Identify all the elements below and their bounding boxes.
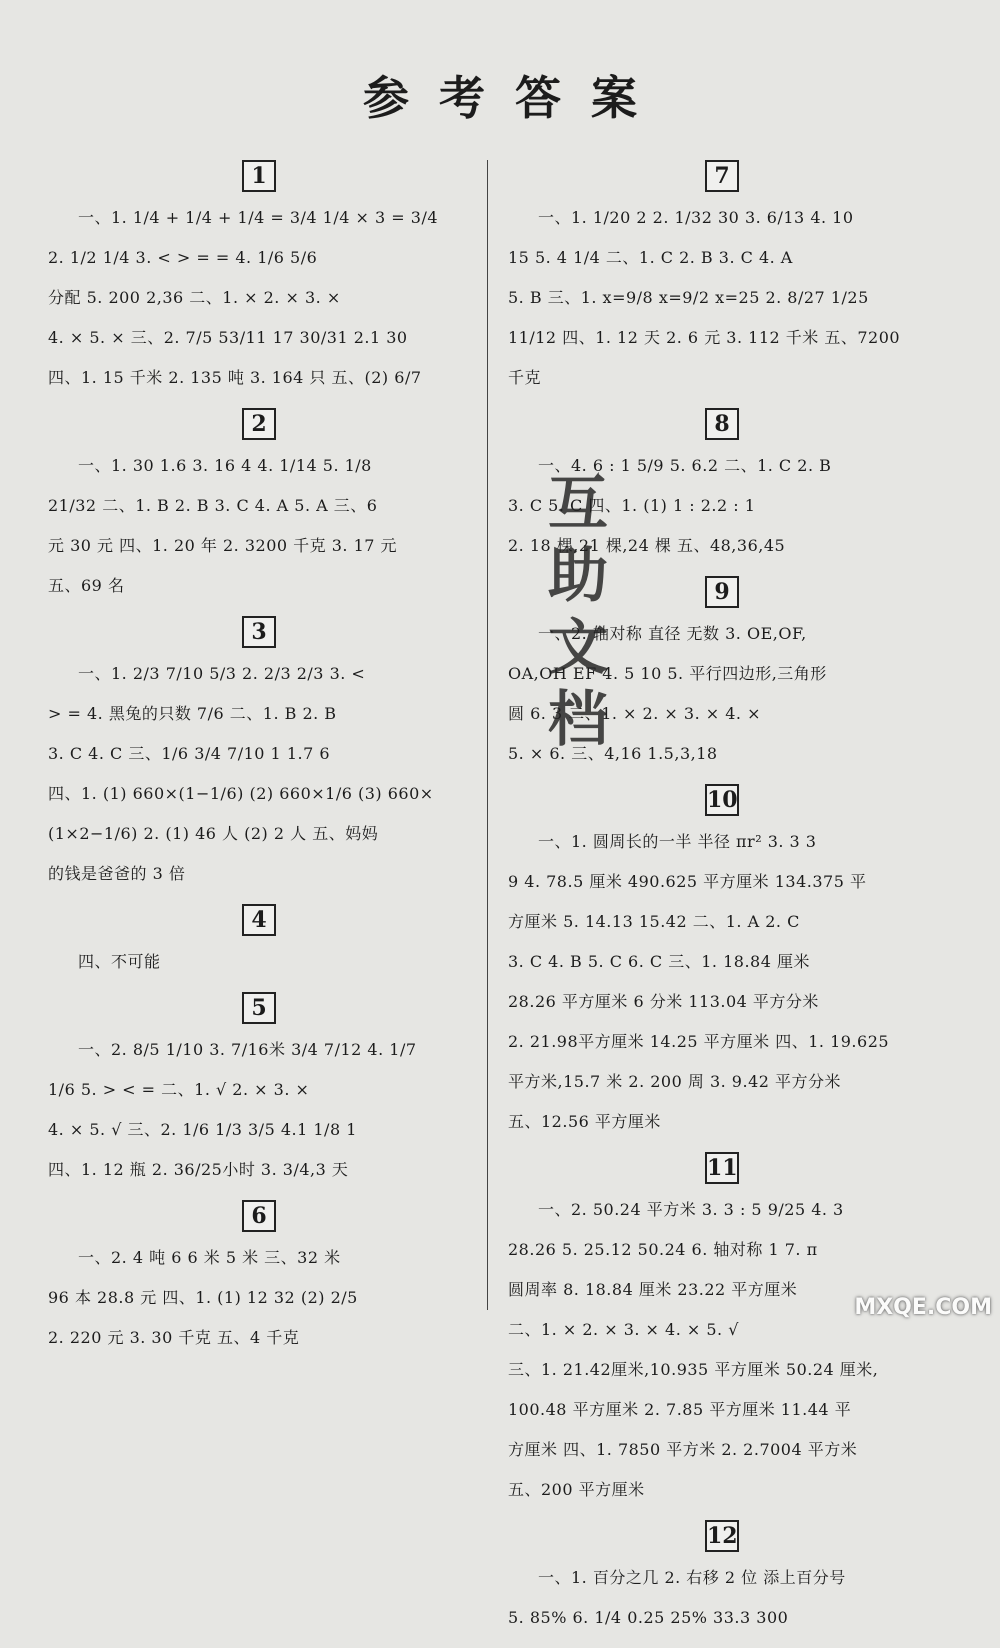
answer-line: 一、1. 1/4 + 1/4 + 1/4 = 3/4 1/4 × 3 = 3/4 <box>78 208 439 227</box>
answer-line: 一、2. 50.24 平方米 3. 3 : 5 9/25 4. 3 <box>538 1200 844 1219</box>
answer-line: 11/12 四、1. 12 天 2. 6 元 3. 112 千米 五、7200 <box>508 328 901 347</box>
answer-line: 2. 220 元 3. 30 千克 五、4 千克 <box>48 1328 300 1347</box>
answer-line: 四、1. 15 千米 2. 135 吨 3. 164 只 五、(2) 6/7 <box>48 368 422 387</box>
answer-line: 三、1. 21.42厘米,10.935 平方厘米 50.24 厘米, <box>508 1360 879 1379</box>
answer-section <box>48 160 470 398</box>
answer-section <box>48 616 470 894</box>
answer-line: 21/32 二、1. B 2. B 3. C 4. A 5. A 三、6 <box>48 496 378 515</box>
answer-line: 一、2. 4 吨 6 6 米 5 米 三、32 米 <box>78 1248 341 1267</box>
page-title: 参考答案 <box>363 71 667 125</box>
answer-line: 方厘米 5. 14.13 15.42 二、1. A 2. C <box>508 912 800 931</box>
answer-line: 元 30 元 四、1. 20 年 2. 3200 千克 3. 17 元 <box>48 536 398 555</box>
answer-line: 千克 <box>508 368 542 387</box>
answer-line: 28.26 5. 25.12 50.24 6. 轴对称 1 7. π <box>508 1240 818 1259</box>
section-number: 12 <box>705 1520 739 1552</box>
answer-line: 1/6 5. > < = 二、1. √ 2. × 3. × <box>48 1080 310 1099</box>
left-column <box>48 160 470 1368</box>
answer-line: 28.26 平方厘米 6 分米 113.04 平方分米 <box>508 992 819 1011</box>
answer-line: 五、12.56 平方厘米 <box>508 1112 661 1131</box>
answer-section <box>48 408 470 606</box>
answer-line: 一、2. 轴对称 直径 无数 3. OE,OF, <box>538 624 807 643</box>
answer-line: 一、2. 8/5 1/10 3. 7/16米 3/4 7/12 4. 1/7 <box>78 1040 417 1059</box>
answer-line: 15 5. 4 1/4 二、1. C 2. B 3. C 4. A <box>508 248 793 267</box>
answer-line: 5. × 6. 三、4,16 1.5,3,18 <box>508 744 718 763</box>
answer-line: 100.48 平方厘米 2. 7.85 平方厘米 11.44 平 <box>508 1400 852 1419</box>
section-number: 3 <box>242 616 276 648</box>
answer-line: 五、200 平方厘米 <box>508 1480 645 1499</box>
answer-line: 一、1. 圆周长的一半 半径 πr² 3. 3 3 <box>538 832 817 851</box>
answer-line: 3. C 4. B 5. C 6. C 三、1. 18.84 厘米 <box>508 952 810 971</box>
answer-line: (1×2−1/6) 2. (1) 46 人 (2) 2 人 五、妈妈 <box>48 824 379 843</box>
answer-line: 4. × 5. × 三、2. 7/5 53/11 17 30/31 2.1 30 <box>48 328 408 347</box>
answer-line: 一、1. 30 1.6 3. 16 4 4. 1/14 5. 1/8 <box>78 456 372 475</box>
answer-line: 二、1. × 2. × 3. × 4. × 5. √ <box>508 1320 739 1339</box>
section-number: 4 <box>242 904 276 936</box>
answer-line: 方厘米 四、1. 7850 平方米 2. 2.7004 平方米 <box>508 1440 858 1459</box>
answer-line: 四、不可能 <box>78 952 161 971</box>
answer-line: 圆周率 8. 18.84 厘米 23.22 平方厘米 <box>508 1280 798 1299</box>
answer-section <box>508 1520 936 1638</box>
answer-line: 四、1. (1) 660×(1−1/6) (2) 660×1/6 (3) 660× <box>48 784 434 803</box>
answer-line: 2. 21.98平方厘米 14.25 平方厘米 四、1. 19.625 <box>508 1032 890 1051</box>
site-logo: MXQE.COM <box>854 1295 992 1320</box>
answer-line: 9 4. 78.5 厘米 490.625 平方厘米 134.375 平 <box>508 872 867 891</box>
answer-line: 4. × 5. √ 三、2. 1/6 1/3 3/5 4.1 1/8 1 <box>48 1120 357 1139</box>
section-number: 1 <box>242 160 276 192</box>
answer-line: 5. B 三、1. x=9/8 x=9/2 x=25 2. 8/27 1/25 <box>508 288 869 307</box>
section-number: 11 <box>705 1152 739 1184</box>
answer-line: OA,OH EF 4. 5 10 5. 平行四边形,三角形 <box>508 664 827 683</box>
answer-section <box>508 1152 936 1510</box>
answer-line: > = 4. 黑兔的只数 7/6 二、1. B 2. B <box>48 704 337 723</box>
answer-line: 平方米,15.7 米 2. 200 周 3. 9.42 平方分米 <box>508 1072 842 1091</box>
answer-line: 一、1. 百分之几 2. 右移 2 位 添上百分号 <box>538 1568 846 1587</box>
watermark-stamp <box>548 468 668 756</box>
section-number: 6 <box>242 1200 276 1232</box>
watermark-text: 互助文档 <box>548 469 608 755</box>
section-number: 2 <box>242 408 276 440</box>
section-number: 5 <box>242 992 276 1024</box>
answer-line: 2. 1/2 1/4 3. < > = = 4. 1/6 5/6 <box>48 248 318 267</box>
answer-line: 5. 85% 6. 1/4 0.25 25% 33.3 300 <box>508 1608 789 1627</box>
section-number: 7 <box>705 160 739 192</box>
right-column <box>508 160 936 1648</box>
answer-line: 圆 6. 3 二、1. × 2. × 3. × 4. × <box>508 704 761 723</box>
answer-line: 3. C 5. C 四、1. (1) 1 : 2.2 : 1 <box>508 496 756 515</box>
answer-section <box>48 904 470 982</box>
answer-section <box>48 1200 470 1358</box>
answer-line: 一、4. 6 : 1 5/9 5. 6.2 二、1. C 2. B <box>538 456 832 475</box>
answer-line: 分配 5. 200 2,36 二、1. × 2. × 3. × <box>48 288 341 307</box>
answer-line: 一、1. 2/3 7/10 5/3 2. 2/3 2/3 3. < <box>78 664 366 683</box>
answer-section <box>48 992 470 1190</box>
section-number: 9 <box>705 576 739 608</box>
answer-line: 的钱是爸爸的 3 倍 <box>48 864 186 883</box>
answer-line: 2. 18 棵,21 棵,24 棵 五、48,36,45 <box>508 536 786 555</box>
section-number: 8 <box>705 408 739 440</box>
answer-line: 五、69 名 <box>48 576 125 595</box>
column-divider <box>487 160 488 1310</box>
answer-line: 96 本 28.8 元 四、1. (1) 12 32 (2) 2/5 <box>48 1288 358 1307</box>
answer-line: 一、1. 1/20 2 2. 1/32 30 3. 6/13 4. 10 <box>538 208 854 227</box>
answer-section <box>508 784 936 1142</box>
section-number: 10 <box>705 784 739 816</box>
answer-line: 3. C 4. C 三、1/6 3/4 7/10 1 1.7 6 <box>48 744 331 763</box>
answer-line: 四、1. 12 瓶 2. 36/25小时 3. 3/4,3 天 <box>48 1160 349 1179</box>
answer-section <box>508 160 936 398</box>
